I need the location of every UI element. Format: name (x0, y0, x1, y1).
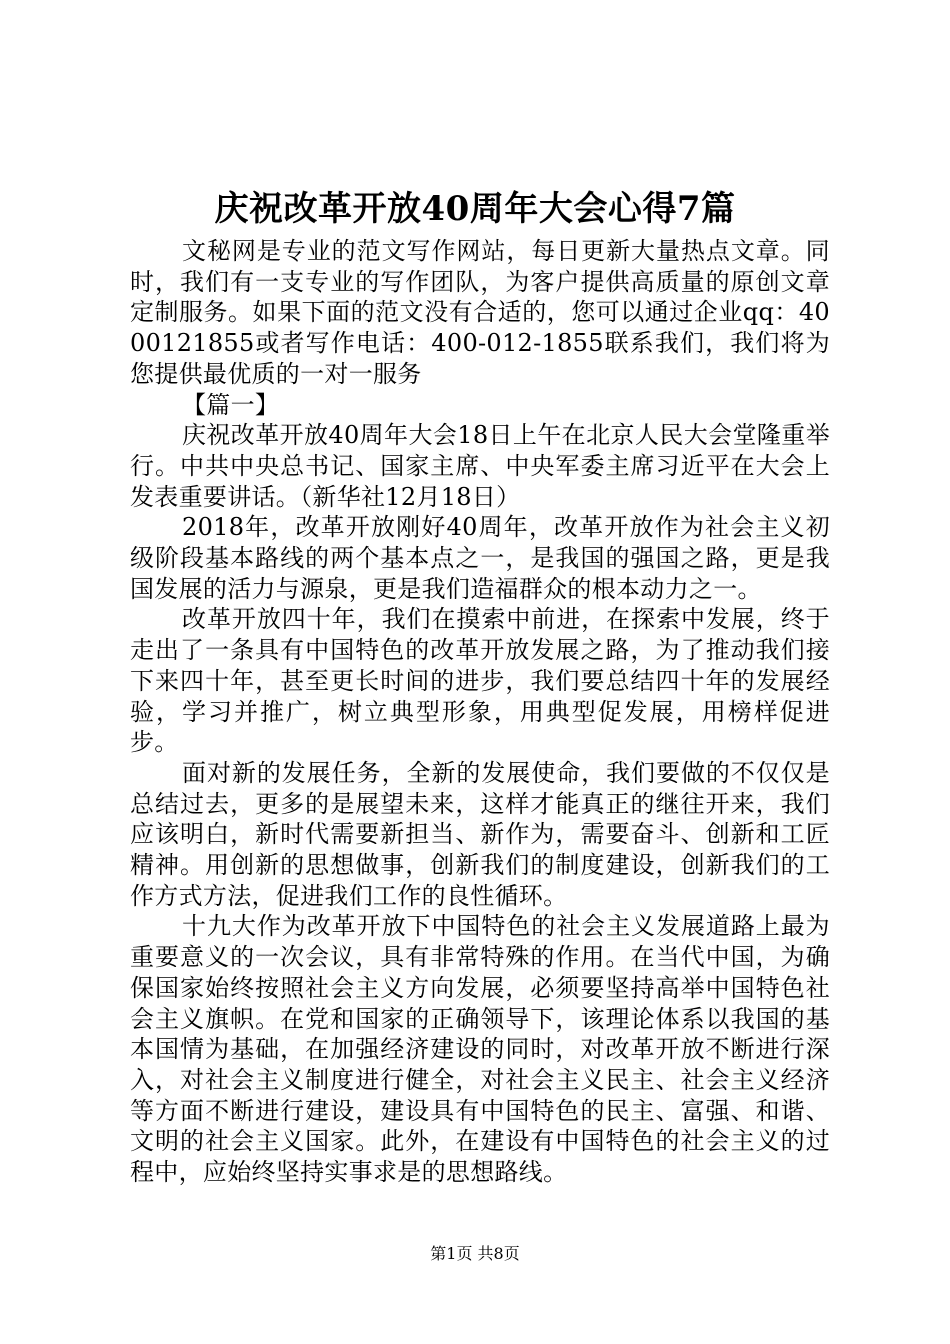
page-footer: 第1页 共8页 (430, 1244, 520, 1263)
body-paragraph: 改革开放四十年，我们在摸索中前进，在探索中发展，终于走出了一条具有中国特色的改革开放发展之路，为了推动我们接下来四十年，甚至更长时间的进步，我们要总结四十年的发展经验，学习并推广，树立典型形象，用典型促发展，用榜样促进步。 (130, 605, 830, 757)
body-paragraph: 庆祝改革开放40周年大会18日上午在北京人民大会堂隆重举行。中共中央总书记、国家主席、中央军委主席习近平在大会上发表重要讲话。（新华社12月18日） (130, 421, 830, 511)
body-paragraph: 面对新的发展任务，全新的发展使命，我们要做的不仅仅是总结过去，更多的是展望未来，这样才能真正的继往开来，我们应该明白，新时代需要新担当、新作为，需要奋斗、创新和工匠精神。用创新的思想做事，创新我们的制度建设，创新我们的工作方式方法，促进我们工作的良性循环。 (130, 758, 830, 910)
body-paragraph: 十九大作为改革开放下中国特色的社会主义发展道路上最为重要意义的一次会议，具有非常特殊的作用。在当代中国，为确保国家始终按照社会主义方向发展，必须要坚持高举中国特色社会主义旗帜。在党和国家的正确领导下，该理论体系以我国的基本国情为基础，在加强经济建设的同时，对改革开放不断进行深入，对社会主义制度进行健全，对社会主义民主、社会主义经济等方面不断进行建设，建设具有中国特色的民主、富强、和谐、文明的社会主义国家。此外，在建设有中国特色的社会主义的过程中，应始终坚持实事求是的思想路线。 (130, 912, 830, 1187)
document-body (130, 236, 830, 1188)
section-heading: 【篇一】 (182, 390, 280, 419)
intro-paragraph: 文秘网是专业的范文写作网站，每日更新大量热点文章。同时，我们有一支专业的写作团队，为客户提供高质量的原创文章定制服务。如果下面的范文没有合适的，您可以通过企业qq：4000121855或者写作电话：400-012-1855联系我们，我们将为您提供最优质的一对一服务 (130, 237, 830, 388)
body-paragraph: 2018年，改革开放刚好40周年，改革开放作为社会主义初级阶段基本路线的两个基本点之一，是我国的强国之路，更是我国发展的活力与源泉，更是我们造福群众的根本动力之一。 (130, 513, 830, 603)
document-title: 庆祝改革开放40周年大会心得7篇 (214, 189, 736, 229)
